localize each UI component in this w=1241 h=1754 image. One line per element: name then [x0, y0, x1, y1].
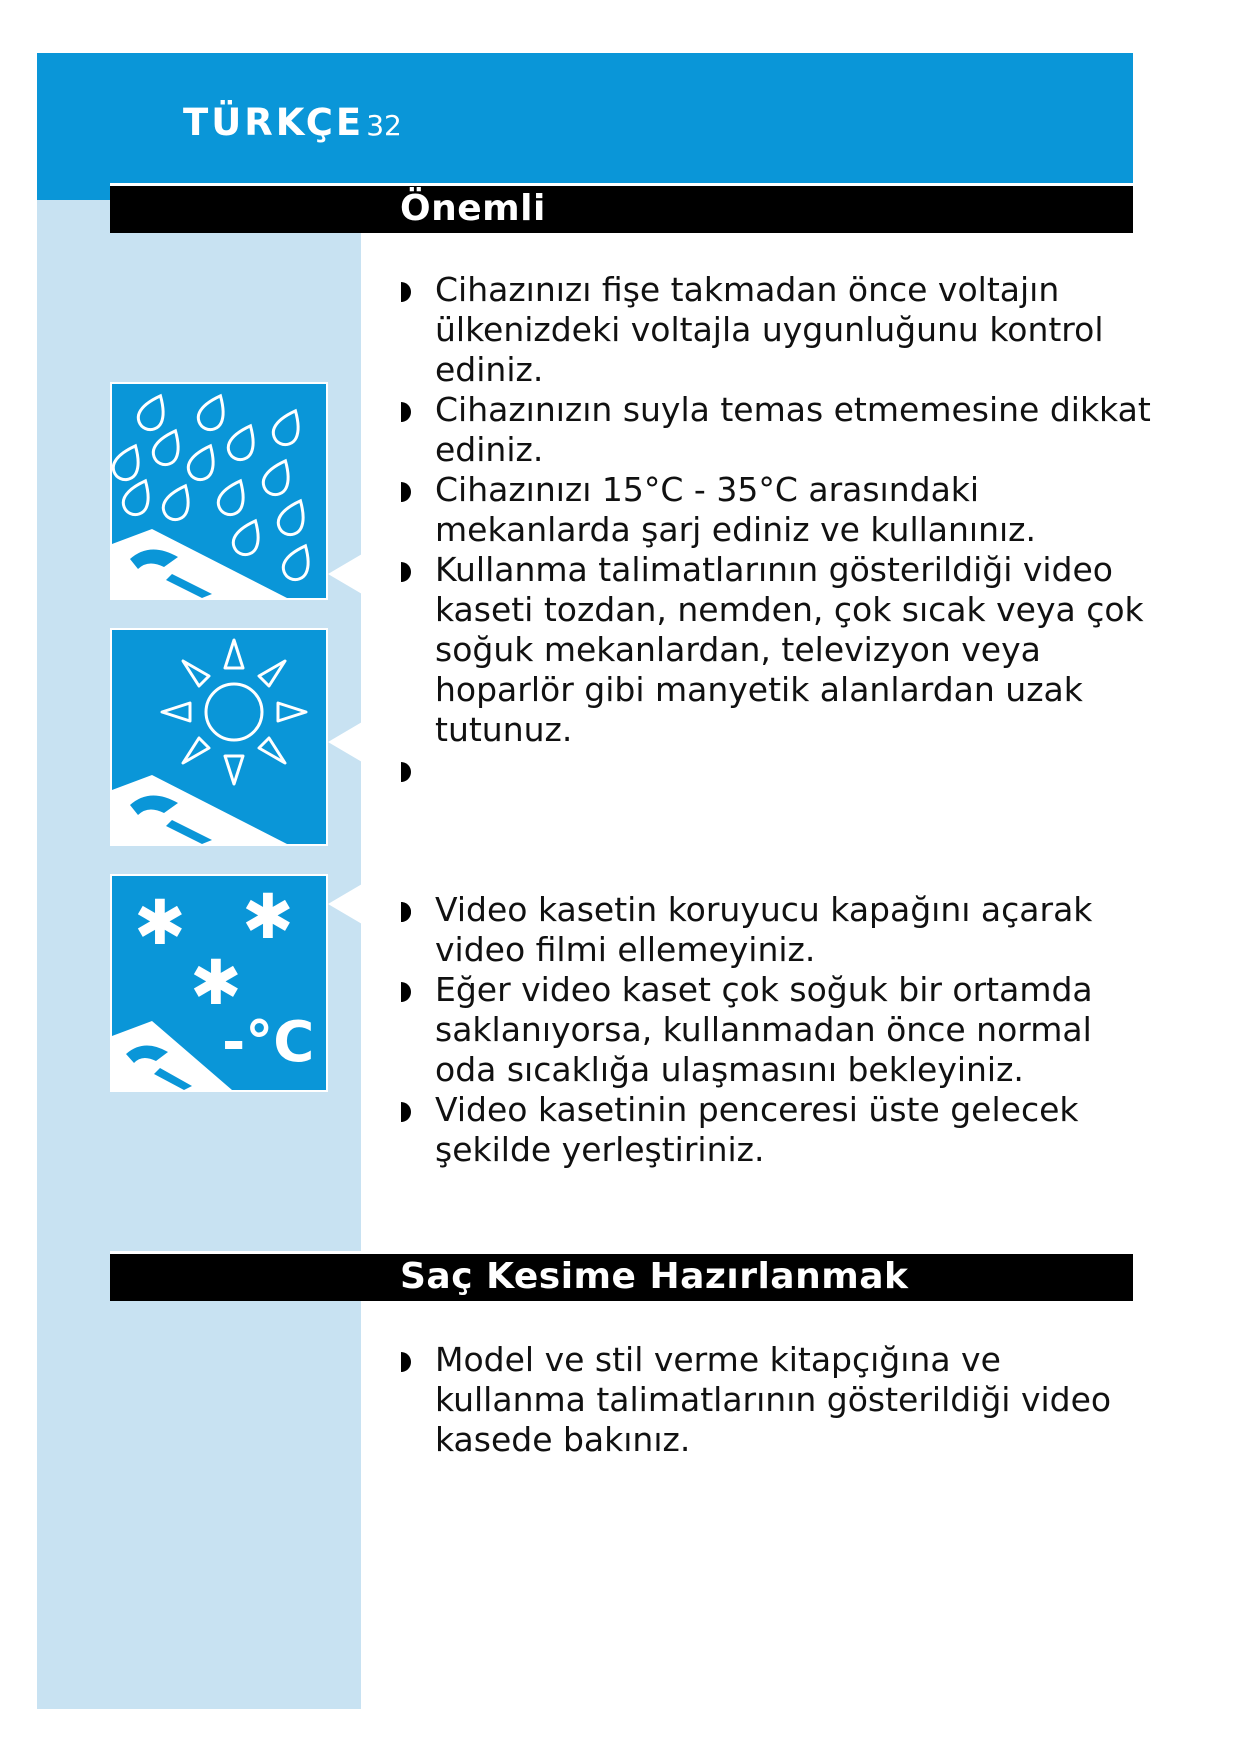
language-label: TÜRKÇE [183, 101, 365, 144]
list-item: Cihazınızı 15°C - 35°C arasındaki mekanlarda şarj ediniz ve kullanınız. [401, 470, 1161, 550]
bullet-icon [401, 1352, 411, 1372]
page-number: 32 [366, 109, 402, 142]
pointer-arrow [328, 722, 362, 762]
section-bar-important [110, 183, 1133, 233]
page-header [183, 101, 402, 144]
prepare-list [401, 1340, 1161, 1460]
sun-cassette-icon [110, 628, 328, 846]
important-list-2 [401, 890, 1161, 1170]
list-item: Video kasetin koruyucu kapağını açarak video filmi ellemeyiniz. [401, 890, 1161, 970]
important-list-1 [401, 270, 1161, 750]
svg-text:✱: ✱ [134, 886, 186, 959]
list-item: Video kasetinin penceresi üste gelecek şekilde yerleştiriniz. [401, 1090, 1161, 1170]
bullet-icon [401, 402, 411, 422]
bullet-icon [401, 762, 411, 782]
bullet-icon [401, 982, 411, 1002]
list-item: Cihazınızın suyla temas etmemesine dikkat ediniz. [401, 390, 1161, 470]
bullet-icon [401, 282, 411, 302]
section-bar-prepare [110, 1251, 1133, 1301]
pointer-arrow [328, 884, 362, 924]
bullet-icon [401, 562, 411, 582]
list-item: Cihazınızı fişe takmadan önce voltajın ülkenizdeki voltajla uygunluğunu kontrol ediniz. [401, 270, 1161, 390]
section-title-important: Önemli [400, 188, 546, 229]
svg-text:✱: ✱ [190, 946, 242, 1019]
snowflake-cassette-icon [110, 874, 328, 1092]
list-item: Eğer video kaset çok soğuk bir ortamda saklanıyorsa, kullanmadan önce normal oda sıcaklığa ulaşmasını bekleyiniz. [401, 970, 1161, 1090]
water-drops-cassette-icon [110, 382, 328, 600]
section-title-prepare: Saç Kesime Hazırlanmak [400, 1256, 909, 1297]
list-item: Model ve stil verme kitapçığına ve kullanma talimatlarının gösterildiği video kasede bakınız. [401, 1340, 1161, 1460]
pointer-arrow [328, 554, 362, 594]
list-item: Kullanma talimatlarının gösterildiği video kaseti tozdan, nemden, çok sıcak veya çok soğuk mekanlardan, televizyon veya hoparlör gibi manyetik alanlardan uzak tutunuz. [401, 550, 1161, 750]
bullet-icon [401, 902, 411, 922]
svg-text:✱: ✱ [242, 880, 294, 953]
bullet-icon [401, 1102, 411, 1122]
bullet-icon [401, 482, 411, 502]
cold-temp-label: -°C [222, 1010, 315, 1075]
